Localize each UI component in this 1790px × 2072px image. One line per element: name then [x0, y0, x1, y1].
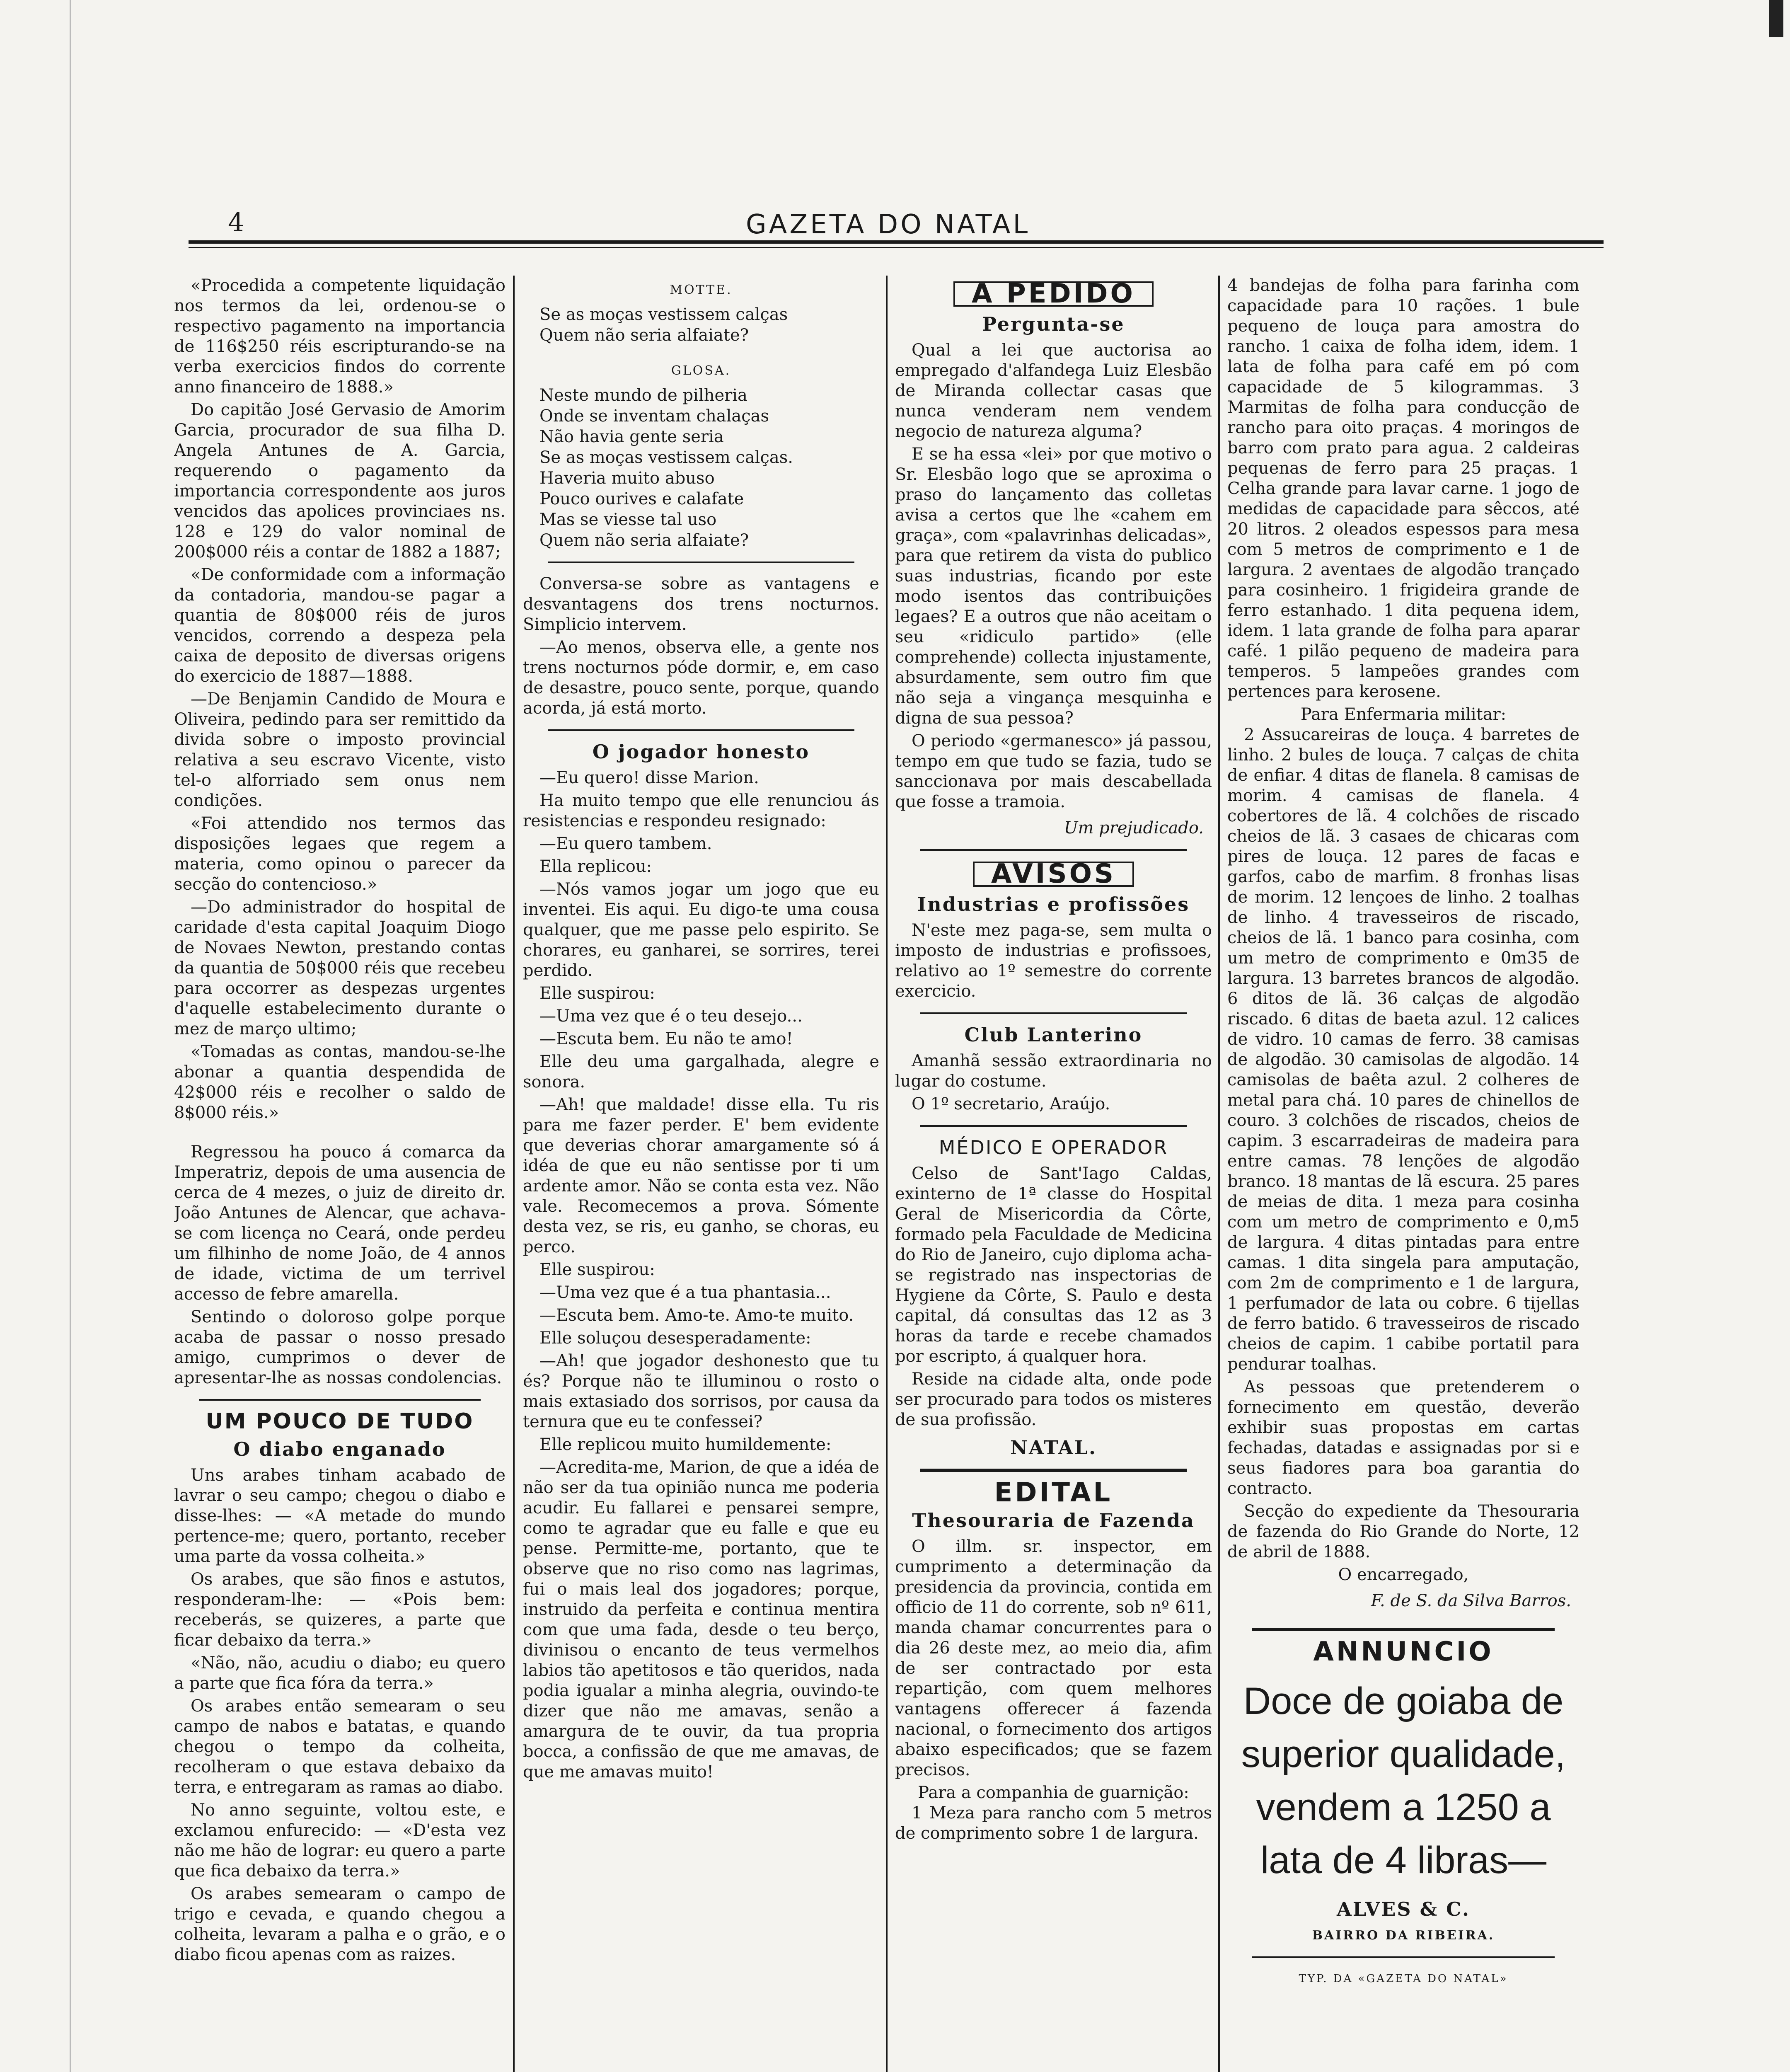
column-divider-2	[886, 276, 888, 2072]
column-4	[1227, 276, 1580, 2072]
col2-paragraph: —Ao menos, observa elle, a gente nos trens nocturnos póde dormir, e, em caso de desastre, pouco sente, porque, quando acorda, já está morto.	[523, 638, 879, 718]
section-title-a-pedido: A PEDIDO	[953, 281, 1154, 307]
subtitle-thesouraria: Thesouraria de Fazenda	[912, 1509, 1195, 1532]
motte-label: MOTTE.	[670, 283, 733, 297]
col1-paragraph: «De conformidade com a informação da contadoria, mandou-se pagar a quantia de 80$000 réis de juros vencidos, correndo a despeza pela caixa de deposito de diversas origens do exercicio de 1887—1888.	[174, 565, 506, 686]
story-paragraph: «Não, não, acudiu o diabo; eu quero a parte que fica fóra da terra.»	[174, 1653, 506, 1693]
story-paragraph: —Eu quero tambem.	[539, 834, 712, 853]
col1-paragraph: Do capitão José Gervasio de Amorim Garcia, procurador de sua filha D. Angela Antunes de A. Garcia, requerendo o pagamento da importancia correspondente aos juros vencidos das apolices provinciaes ns. 128 e 129 do valor nominal de 200$000 réis a contar de 1882 a 1887;	[174, 400, 506, 562]
subtitle-medico: MÉDICO E OPERADOR	[939, 1136, 1168, 1159]
story-paragraph: —Nós vamos jogar um jogo que eu inventei. Eis aqui. Eu digo-te uma cousa qualquer, que me passe pelo espirito. Se chorares, eu ganharei, se sorrires, terei perdido.	[523, 880, 879, 980]
section-title-annuncio: ANNUNCIO	[1313, 1636, 1494, 1667]
separator	[1252, 1628, 1555, 1631]
col3-paragraph: 1 Meza para rancho com 5 metros de comprimento sobre 1 de largura.	[895, 1803, 1212, 1843]
story-paragraph: Elle suspirou:	[539, 984, 655, 1003]
separator	[920, 1469, 1187, 1472]
story-title-jogador: O jogador honesto	[592, 741, 810, 763]
story-paragraph: —Ah! que jogador deshonesto que tu és? Porque não te illuminou o rosto o mais extasiado dos sorrisos, por causa da ternura que eu te confessei?	[523, 1351, 879, 1431]
natal-label: NATAL.	[1010, 1436, 1097, 1459]
story-paragraph: —Escuta bem. Amo-te. Amo-te muito.	[539, 1306, 854, 1325]
verse-line: Quem não seria alfaiate?	[539, 326, 749, 345]
story-paragraph: No anno seguinte, voltou este, e exclamou enfurecido: — «D'esta vez não me hão de lograr: eu quero a parte que fica debaixo da terra.»	[174, 1801, 506, 1881]
encarregado-label: O encarregado,	[1338, 1565, 1469, 1584]
story-paragraph: —Ah! que maldade! disse ella. Tu ris para me fazer perder. E' bem evidente que deverias chorar amargamente só á idéa de que eu não sentisse por ti um ardente amor. Não se conta esta vez. Não vale. Recomecemos a prova. Sómente desta vez, se ris, eu ganho, se choras, eu perco.	[523, 1095, 879, 1256]
separator	[548, 729, 854, 731]
col1-paragraph: Regressou ha pouco á comarca da Imperatriz, depois de uma ausencia de cerca de 4 mezes, o juiz de direito dr. João Antunes de Alencar, que achava-se com licença no Ceará, onde perdeu um filhinho de nome João, de 4 annos de idade, victima de um terrivel accesso de febre amarella.	[174, 1143, 506, 1304]
col4-paragraph: 4 bandejas de folha para farinha com capacidade para 10 rações. 1 bule pequeno de louça para amostra do rancho. 1 caixa de folha idem, idem. 1 lata de folha para café em pó com capacidade de 5 kilogrammas. 3 Marmitas de folha para conducção de rancho para oito praças. 4 moringos de barro com prato para agua. 2 caldeiras pequenas de ferro para 25 praças. 1 Celha grande para lavar carne. 1 jogo de medidas de capacidade para sêccos, até 20 litros. 2 oleados espessos para mesa com 5 metros de comprimento e 1 de largura. 2 aventaes de algodão trançado para cosinheiro. 1 frigideira grande de ferro estanhado. 1 dita pequena idem, idem. 1 lata grande de folha para aparar café. 1 pilão pequeno de madeira para temperos. 5 lampeões grandes com pertences para kerosene.	[1227, 276, 1580, 701]
verse-line: Quem não seria alfaiate?	[539, 531, 749, 550]
enfermaria-label: Para Enfermaria militar:	[1300, 705, 1507, 724]
story-paragraph: —Eu quero! disse Marion.	[539, 768, 759, 787]
separator	[920, 849, 1187, 851]
story-paragraph: Elle suspirou:	[539, 1260, 655, 1279]
subtitle-club: Club Lanterino	[964, 1024, 1143, 1046]
story-paragraph: Os arabes semearam o campo de trigo e cevada, e quando chegou a colheita, levaram a palha e o grão, e o diabo ficou apenas com as raizes.	[174, 1884, 506, 1964]
col4-paragraph: 2 Assucareiras de louça. 4 barretes de linho. 2 bules de louça. 7 calças de chita de enfiar. 4 ditas de flanela. 8 camisas de morim. 4 camisas de flanela. 4 cobertores de lã. 4 colchões de riscado cheios de lã. 3 casaes de chicaras com pires de louça. 12 pares de facas e garfos, cabo de marfim. 8 fronhas lisas de morim. 12 lençoes de linho. 2 toalhas de linho. 4 travesseiros de riscado, cheios de lã. 1 banco para cosinha, com um metro de comprimento e 0m35 de largura. 13 barretes brancos de algodão. 6 ditos de lã. 36 calças de algodão riscado. 6 ditas de baeta azul. 12 calices de vidro. 10 camas de ferro. 38 camisas de algodão. 30 camisolas de algodão. 14 camisolas de baêta azul. 2 colheres de metal para chá. 10 pares de chinellos de couro. 3 colchões de riscados, cheios de capim. 3 escarradeiras de madeira para entre camas. 78 lenções de algodão branco. 18 mantas de lã escura. 25 pares de meias de dita. 1 meza para cosinha com um metro de comprimento e 0,m5 de largura. 4 ditas pintadas para entre camas. 1 dita singela para amputação, com 2m de comprimento e 1 de largura, 1 perfumador de lata ou cobre. 6 tijellas de ferro batido. 6 travesseiros de riscado cheios de capim. 1 cabibe portatil para pendurar toalhas.	[1227, 725, 1580, 1374]
story-paragraph: Uns arabes tinham acabado de lavrar o seu campo; chegou o diabo e disse-lhes: — «A metade do mundo pertence-me; quero, portanto, receber uma parte da vossa colheita.»	[174, 1466, 506, 1566]
verse-line: Pouco ourives e calafate	[539, 489, 744, 508]
header-rule	[189, 240, 1604, 244]
verse-line: Se as moças vestissem calças.	[539, 448, 793, 467]
col3-paragraph: O illm. sr. inspector, em cumprimento a determinação da presidencia da provincia, contida em officio de 11 do corrente, sob nº 611, manda chamar concurrentes para o dia 26 deste mez, ao meio dia, afim de ser contractado por esta repartição, com quem melhores vantagens offerecer á fazenda nacional, o fornecimento dos artigos abaixo especificados; que se fazem precisos.	[895, 1537, 1212, 1779]
margin-mark	[1769, 0, 1783, 37]
column-divider-1	[513, 276, 515, 2072]
ad-firm: ALVES & C.	[1337, 1898, 1470, 1920]
signature: Um prejudicado.	[1064, 818, 1204, 838]
masthead-title: GAZETA DO NATAL	[746, 209, 1030, 240]
page-number: 4	[228, 207, 244, 237]
verse-line: Onde se inventam chalaças	[539, 407, 769, 426]
story-paragraph: Elle soluçou desesperadamente:	[539, 1329, 811, 1348]
glosa-label: GLOSA.	[671, 363, 731, 378]
ad-text: Doce de goiaba de superior qualidade, vendem a 1250 a lata de 4 libras—	[1241, 1680, 1566, 1881]
separator	[199, 1399, 481, 1401]
verse-line: Se as moças vestissem calças	[539, 305, 788, 324]
story-paragraph: Elle replicou muito humildemente:	[539, 1435, 832, 1454]
section-title-avisos: AVISOS	[973, 862, 1134, 887]
col2-paragraph: Conversa-se sobre as vantagens e desvantagens dos trens nocturnos. Simplicio intervem.	[523, 574, 879, 634]
column-2	[523, 276, 879, 2072]
story-paragraph: —Uma vez que é a tua phantasia...	[539, 1283, 831, 1302]
story-paragraph: Elle deu uma gargalhada, alegre e sonora.	[523, 1052, 879, 1092]
col1-paragraph: «Procedida a competente liquidação nos termos da lei, ordenou-se o respectivo pagamento na importancia de 116$250 réis escripturando-se na verba exercicios findos do corrente anno financeiro de 1888.»	[174, 276, 506, 397]
col3-paragraph: N'este mez paga-se, sem multa o imposto de industrias e profissoes, relativo ao 1º semestre do corrente exercicio.	[895, 921, 1212, 1001]
col4-paragraph: Secção do expediente da Thesouraria de fazenda do Rio Grande do Norte, 12 de abril de 1888.	[1227, 1502, 1580, 1561]
story-paragraph: Os arabes, que são finos e astutos, responderam-lhe: — «Pois bem: receberás, se quizeres, a parte que ficar debaixo da terra.»	[174, 1570, 506, 1650]
col1-paragraph: —Do administrador do hospital de caridade d'esta capital Joaquim Diogo de Novaes Newton, prestando contas da quantia de 50$000 réis que recebeu para occorrer as despezas urgentes d'aquelle estabelecimento durante o mez de março ultimo;	[174, 898, 506, 1038]
header-rule-thin	[189, 247, 1604, 248]
subtitle-industrias: Industrias e profissões	[917, 893, 1190, 915]
ad-place: BAIRRO DA RIBEIRA.	[1312, 1928, 1495, 1943]
verse-line: Neste mundo de pilheria	[539, 386, 747, 405]
story-paragraph: Ella replicou:	[539, 857, 652, 876]
typography-credit: TYP. DA «GAZETA DO NATAL»	[1299, 1973, 1508, 1985]
column-3	[895, 276, 1212, 2072]
story-paragraph: Os arabes então semearam o seu campo de nabos e batatas, e quando chegou o tempo da colheita, recolheram o que estava debaixo da terra, e entregaram as ramas ao diabo.	[174, 1697, 506, 1797]
story-paragraph: —Escuta bem. Eu não te amo!	[539, 1029, 793, 1048]
col3-paragraph: O periodo «germanesco» já passou, tempo em que tudo se fazia, tudo se sanccionava por mais descabellada que fosse a tramoia.	[895, 731, 1212, 811]
col1-paragraph: «Foi attendido nos termos das disposições legaes que regem a materia, como opinou o parecer da secção do contencioso.»	[174, 814, 506, 894]
separator	[548, 562, 854, 563]
col1-paragraph: «Tomadas as contas, mandou-se-lhe abonar a quantia despendida de 42$000 réis e recolher o saldo de 8$000 réis.»	[174, 1042, 506, 1122]
verse-line: Não havia gente seria	[539, 427, 724, 446]
story-paragraph: —Uma vez que é o teu desejo...	[539, 1007, 803, 1026]
story-paragraph: —Acredita-me, Marion, de que a idéa de não ser da tua opinião nunca me poderia acudir. Eu fallarei e pensarei sempre, como te agradar que eu falle e que eu pense. Permitte-me, portanto, que te observe que no riso como nas lagrimas, fui o mais leal dos jogadores; porque, instruido da perfeita e continua mentira com que uma fada, desde o teu berço, divinisou o encanto de teus vermelhos labios tão apetitosos e tão queridos, nada podia igualar a minha alegria, ouvindo-te dizer que não me amavas, senão a amargura de te ouvir, da tua propria bocca, a confissão de que me amavas, de que me amavas muito!	[523, 1458, 879, 1782]
column-divider-3	[1218, 276, 1220, 2072]
col3-paragraph: Reside na cidade alta, onde pode ser procurado para todos os misteres de sua profissão.	[895, 1370, 1212, 1429]
section-title-um-pouco: UM POUCO DE TUDO	[206, 1409, 474, 1434]
signer-name: F. de S. da Silva Barros.	[1371, 1591, 1571, 1610]
col3-paragraph: Qual a lei que auctorisa ao empregado d'alfandega Luiz Elesbão de Miranda collectar casas que nunca venderam nem vendem negocio de natureza alguma?	[895, 341, 1212, 441]
col1-paragraph: Sentindo o doloroso golpe porque acaba de passar o nosso presado amigo, cumprimos o dever de apresentar-lhe as nossas condolencias.	[174, 1307, 506, 1387]
column-1	[174, 276, 506, 2072]
separator	[920, 1012, 1187, 1014]
separator	[920, 1125, 1187, 1127]
col3-paragraph: Celso de Sant'Iago Caldas, exinterno de 1ª classe do Hospital Geral de Misericordia da Côrte, formado pela Faculdade de Medicina do Rio de Janeiro, cujo diploma acha-se registrado nas inspectorias de Hygiene da Côrte, S. Paulo e desta capital, dá consultas das 12 as 3 horas da tarde e recebe chamados por escripto, á qualquer hora.	[895, 1164, 1212, 1366]
col3-paragraph: Amanhã sessão extraordinaria no lugar do costume.	[895, 1051, 1212, 1091]
verse-line: Mas se viesse tal uso	[539, 510, 717, 529]
margin-line	[70, 0, 71, 2072]
section-title-edital: EDITAL	[994, 1477, 1113, 1508]
col3-paragraph: E se ha essa «lei» por que motivo o Sr. Elesbão logo que se aproxima o praso do lançamento das colletas avisa a certos que lhe «cahem em graça», com «palavrinhas delicadas», para que retirem da vista do publico suas industrias, ficando por este modo isentos das contribuições legaes? E a outros que não aceitam o seu «ridiculo partido» (elle comprehende) collecta injustamente, absurdamente, sem outro fim que não seja a vingança mesquinha e digna de sua pessoa?	[895, 445, 1212, 728]
separator	[1252, 1956, 1555, 1958]
guarnicao-label: Para a companhia de guarnição:	[918, 1783, 1189, 1802]
verse-line: Haveria muito abuso	[539, 469, 715, 488]
story-title-diabo: O diabo enganado	[233, 1438, 446, 1460]
col4-paragraph: As pessoas que pretenderem o fornecimento em questão, deverão exhibir suas propostas em cartas fechadas, datadas e assignadas por si e seus fiadores para boa garantia do contracto.	[1227, 1377, 1580, 1498]
story-paragraph: Ha muito tempo que elle renunciou ás resistencias e respondeu resignado:	[523, 791, 879, 830]
col1-paragraph: —De Benjamin Candido de Moura e Oliveira, pedindo para ser remittido da divida sobre o imposto provincial relativa a seu escravo Vicente, visto tel-o alforriado sem onus nem condições.	[174, 690, 506, 810]
subtitle-pergunta: Pergunta-se	[982, 313, 1125, 335]
col3-paragraph: O 1º secretario, Araújo.	[912, 1094, 1110, 1113]
